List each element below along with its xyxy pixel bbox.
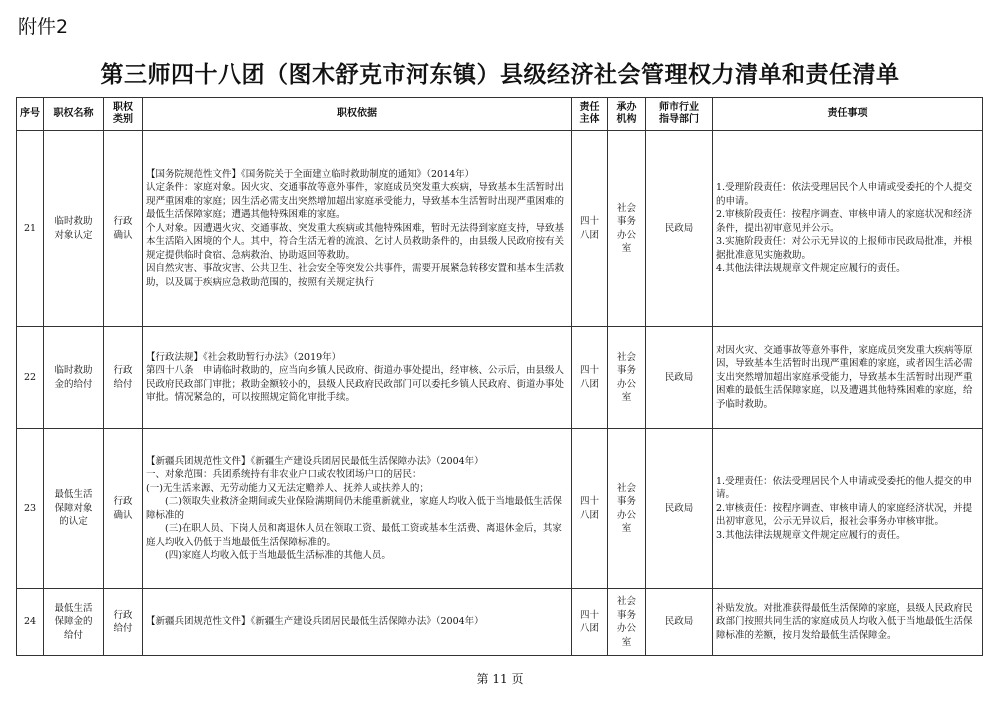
cell-basis	[143, 131, 572, 327]
duty-paragraph: 1.受理阶段责任：依法受理居民个人申请或受委托的个人提交的申请。	[716, 182, 973, 207]
basis-paragraph: 【国务院规范性文件】《国务院关于全面建立临时救助制度的通知》（2014年）	[146, 168, 475, 180]
duty-paragraph: 4.其他法律法规规章文件规定应履行的责任。	[716, 263, 906, 275]
cell-duty	[713, 589, 983, 656]
cell-name: 临时救助 金的给付	[44, 327, 104, 429]
cell-name: 临时救助 对象认定	[44, 131, 104, 327]
cell-seq: 22	[17, 327, 44, 429]
basis-paragraph: 认定条件：家庭对象。因火灾、交通事故等意外事件，家庭成员突发重大疾病，导致基本生活暂时出现严重困难的家庭；因生活必需支出突然增加超出家庭承受能力，导致基本生活暂时出现严重困难的最低生活保障家庭；遭遇其他特殊困难的家庭。	[146, 182, 565, 221]
cell-agency: 社会 事务 办公 室	[608, 429, 646, 589]
header-seq: 序号	[17, 98, 44, 131]
cell-seq: 21	[17, 131, 44, 327]
header-basis: 职权依据	[143, 98, 572, 131]
basis-paragraph: (一)无生活来源、无劳动能力又无法定赡养人、抚养人或扶养人的；	[146, 482, 429, 494]
cell-guide: 民政局	[646, 589, 713, 656]
cell-type: 行政 给付	[104, 327, 143, 429]
cell-guide: 民政局	[646, 327, 713, 429]
table-row	[17, 327, 983, 429]
table-row	[17, 429, 983, 589]
cell-subject: 四十 八团	[572, 131, 608, 327]
cell-basis	[143, 327, 572, 429]
cell-duty	[713, 429, 983, 589]
header-name: 职权名称	[44, 98, 104, 131]
basis-paragraph: (二)领取失业救济金期间或失业保险满期间仍未能重新就业，家庭人均收入低于当地最低生活保障标准的	[146, 496, 562, 521]
cell-name: 最低生活 保障对象 的认定	[44, 429, 104, 589]
cell-subject: 四十 八团	[572, 589, 608, 656]
cell-basis	[143, 589, 572, 656]
page-title: 第三师四十八团（图木舒克市河东镇）县级经济社会管理权力清单和责任清单	[100, 62, 900, 88]
cell-duty	[713, 327, 983, 429]
page-number: 第 11 页	[476, 672, 524, 686]
duty-paragraph: 1.受理责任：依法受理居民个人申请或受委托的他人提交的申请。	[716, 475, 973, 501]
cell-agency: 社会 事务 办公 室	[608, 131, 646, 327]
cell-seq: 23	[17, 429, 44, 589]
duty-paragraph: 3.实施阶段责任：对公示无异议的上报师市民政局批准，并根据批准意见实施救助。	[716, 236, 973, 261]
cell-subject: 四十 八团	[572, 429, 608, 589]
table-row	[17, 589, 983, 656]
basis-paragraph: 一、对象范围：兵团系统持有非农业户口或农牧团场户口的居民：	[146, 469, 422, 480]
cell-basis	[143, 429, 572, 589]
table-row	[17, 131, 983, 327]
attachment-label: 附件2	[18, 16, 69, 38]
cell-subject: 四十 八团	[572, 327, 608, 429]
header-agency: 承办 机构	[608, 98, 646, 131]
duty-paragraph: 补贴发放。对批准获得最低生活保障的家庭，县级人民政府民政部门按照共同生活的家庭成员人均收入低于当地最低生活保障标准的差额，按月发给最低生活保障金。	[716, 602, 973, 641]
basis-paragraph: 因自然灾害、事故灾害、公共卫生、社会安全等突发公共事件，需要开展紧急转移安置和基本生活救助，以及属于疾病应急救助范围的，按照有关规定执行	[146, 263, 565, 288]
cell-type: 行政 给付	[104, 589, 143, 656]
basis-paragraph: (三)在职人员、下岗人员和离退休人员在领取工资、最低工资或基本生活费、离退休金后，其家庭人均收入仍低于当地最低生活保障标准的。	[146, 523, 562, 548]
duty-paragraph: 2.审核责任：按程序调查、审核申请人的家庭经济状况，并提出初审意见，公示无异议后，报社会事务办审核审批。	[716, 502, 973, 528]
basis-paragraph: 【新疆兵团规范性文件】《新疆生产建设兵团居民最低生活保障办法》（2004年）	[146, 616, 484, 628]
duty-paragraph: 2.审核阶段责任：按程序调查、审核申请人的家庭状况和经济条件，提出初审意见并公示。	[716, 209, 973, 234]
duty-paragraph: 3.其他法律法规规章文件规定应履行的责任。	[716, 529, 906, 541]
cell-type: 行政 确认	[104, 131, 143, 327]
header-row	[17, 98, 983, 131]
cell-guide: 民政局	[646, 429, 713, 589]
responsibility-table	[16, 97, 983, 656]
header-duty: 责任事项	[713, 98, 983, 131]
cell-type: 行政 确认	[104, 429, 143, 589]
header-type: 职权 类别	[104, 98, 143, 131]
cell-agency: 社会 事务 办公 室	[608, 589, 646, 656]
basis-paragraph: 【行政法规】《社会救助暂行办法》（2019年）	[146, 351, 342, 363]
basis-paragraph: 【新疆兵团规范性文件】《新疆生产建设兵团居民最低生活保障办法》（2004年）	[146, 455, 484, 467]
cell-duty	[713, 131, 983, 327]
cell-agency: 社会 事务 办公 室	[608, 327, 646, 429]
basis-paragraph: (四)家庭人均收入低于当地最低生活标准的其他人员。	[146, 550, 391, 561]
header-guide: 师市行业 指导部门	[646, 98, 713, 131]
duty-paragraph: 对因火灾、交通事故等意外事件，家庭成员突发重大疾病等原因，导致基本生活暂时出现严重困难的家庭，或者因生活必需支出突然增加超出家庭承受能力，导致基本生活暂时出现严重困难的最低生活保障家庭，以及遭遇其他特殊困难的家庭，给予临时救助。	[716, 344, 973, 410]
header-subject: 责任 主体	[572, 98, 608, 131]
cell-seq: 24	[17, 589, 44, 656]
cell-guide: 民政局	[646, 131, 713, 327]
basis-paragraph: 个人对象。因遭遇火灾、交通事故、突发重大疾病或其他特殊困难，暂时无法得到家庭支持，导致基本生活陷入困境的个人。其中，符合生活无着的流浪、乞讨人员救助条件的，由县级人民政府按有关规定提供临时食宿、急病救治、协助返回等救助。	[146, 222, 565, 261]
cell-name: 最低生活 保障金的 给付	[44, 589, 104, 656]
basis-paragraph: 第四十八条 申请临时救助的，应当向乡镇人民政府、街道办事处提出，经审核、公示后，由县级人民政府民政部门审批；救助金额较小的，县级人民政府民政部门可以委托乡镇人民政府、街道办事处审批。情况紧急的，可以按照规定简化审批手续。	[146, 365, 565, 403]
